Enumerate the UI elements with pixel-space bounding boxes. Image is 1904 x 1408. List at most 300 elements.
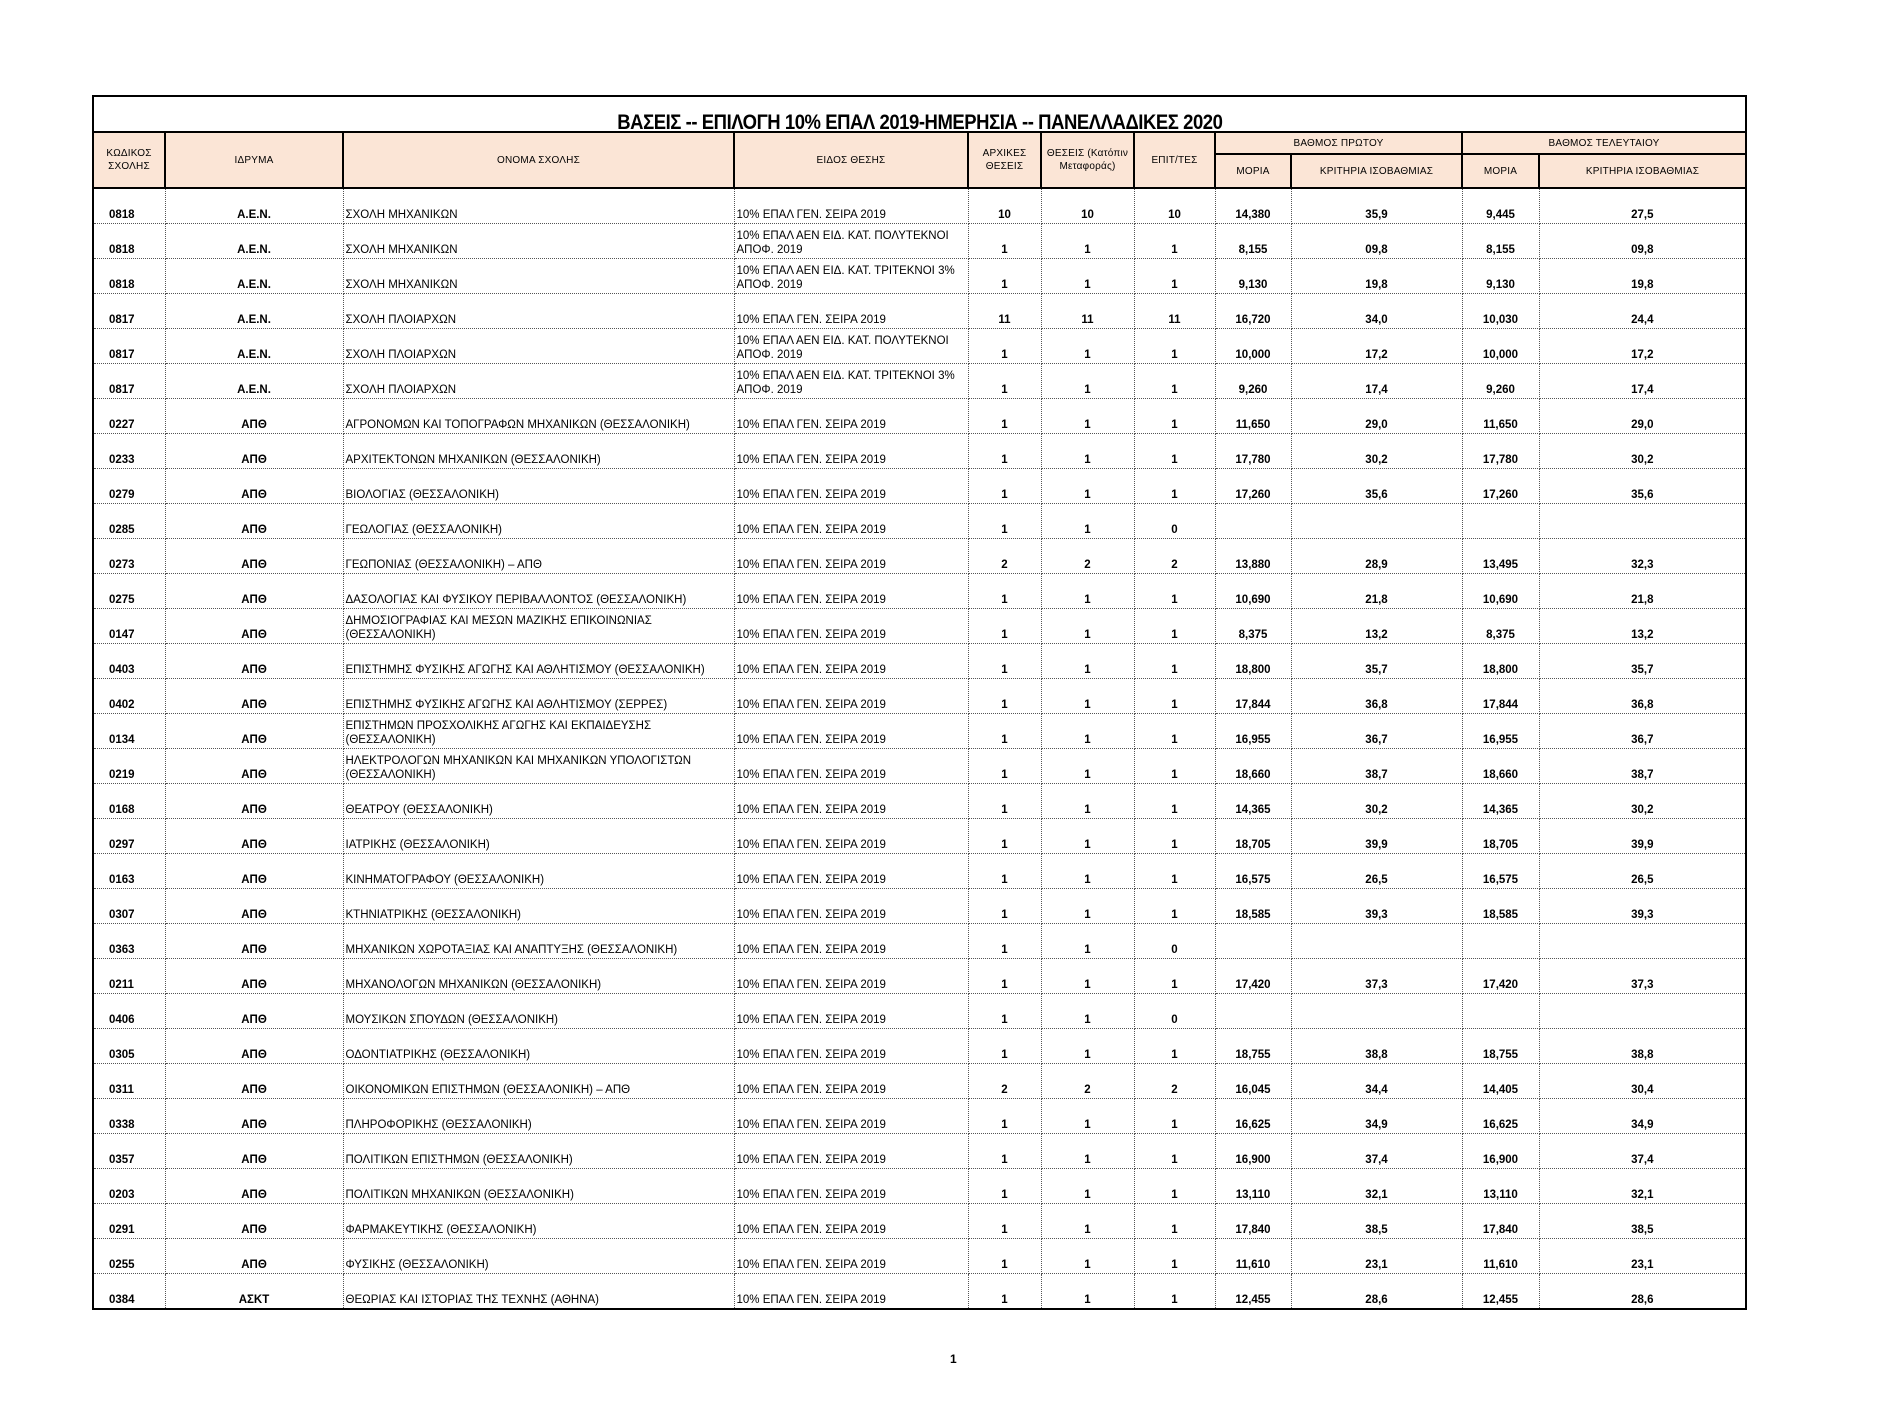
table-row [93, 679, 1746, 714]
table-title [93, 96, 1746, 132]
initial-seats: 1 [968, 924, 1041, 959]
school-name: ΜΟΥΣΙΚΩΝ ΣΠΟΥΔΩΝ (ΘΕΣΣΑΛΟΝΙΚΗ) [343, 994, 734, 1029]
institution: ΑΠΘ [165, 1134, 343, 1169]
seat-type: 10% ΕΠΑΛ ΑΕΝ ΕΙΔ. ΚΑΤ. ΤΡΙΤΕΚΝΟΙ 3% ΑΠΟΦ. 2019 [734, 364, 968, 399]
school-code: 0363 [93, 924, 165, 959]
header-admitted: ΕΠΙΤ/ΤΕΣ [1134, 132, 1215, 188]
initial-seats: 1 [968, 959, 1041, 994]
first-points: 16,575 [1215, 854, 1291, 889]
last-points: 13,110 [1462, 1169, 1539, 1204]
initial-seats: 1 [968, 679, 1041, 714]
admitted-count: 11 [1134, 294, 1215, 329]
school-name: ΠΟΛΙΤΙΚΩΝ ΜΗΧΑΝΙΚΩΝ (ΘΕΣΣΑΛΟΝΙΚΗ) [343, 1169, 734, 1204]
admitted-count: 1 [1134, 1134, 1215, 1169]
school-name: ΕΠΙΣΤΗΜΗΣ ΦΥΣΙΚΗΣ ΑΓΩΓΗΣ ΚΑΙ ΑΘΛΗΤΙΣΜΟΥ (ΘΕΣΣΑΛΟΝΙΚΗ) [343, 644, 734, 679]
table-row [93, 329, 1746, 364]
initial-seats: 1 [968, 329, 1041, 364]
table-row [93, 1169, 1746, 1204]
institution: ΑΠΘ [165, 959, 343, 994]
initial-seats: 1 [968, 609, 1041, 644]
school-name: ΣΧΟΛΗ ΜΗΧΑΝΙΚΩΝ [343, 259, 734, 294]
seats-after-transfer: 1 [1041, 1274, 1134, 1310]
last-tie-criteria: 36,7 [1539, 714, 1746, 749]
first-points: 13,880 [1215, 539, 1291, 574]
seats-after-transfer: 1 [1041, 1169, 1134, 1204]
first-tie-criteria: 38,5 [1291, 1204, 1462, 1239]
school-code: 0211 [93, 959, 165, 994]
initial-seats: 1 [968, 1169, 1041, 1204]
initial-seats: 1 [968, 994, 1041, 1029]
last-points: 14,365 [1462, 784, 1539, 819]
first-tie-criteria: 35,9 [1291, 188, 1462, 224]
seats-after-transfer: 1 [1041, 1204, 1134, 1239]
header-seats-after-transfer: ΘΕΣΕΙΣ (Κατόπιν Μεταφοράς) [1041, 132, 1134, 188]
last-points: 16,575 [1462, 854, 1539, 889]
last-tie-criteria: 38,7 [1539, 749, 1746, 784]
first-points [1215, 924, 1291, 959]
first-points: 18,660 [1215, 749, 1291, 784]
institution: ΑΠΘ [165, 679, 343, 714]
institution: ΑΠΘ [165, 434, 343, 469]
admitted-count: 1 [1134, 434, 1215, 469]
initial-seats: 1 [968, 854, 1041, 889]
first-tie-criteria: 28,9 [1291, 539, 1462, 574]
last-tie-criteria: 24,4 [1539, 294, 1746, 329]
admitted-count: 1 [1134, 959, 1215, 994]
last-points: 10,000 [1462, 329, 1539, 364]
seats-after-transfer: 1 [1041, 224, 1134, 259]
school-code: 0219 [93, 749, 165, 784]
first-tie-criteria: 13,2 [1291, 609, 1462, 644]
seats-after-transfer: 1 [1041, 679, 1134, 714]
school-code: 0357 [93, 1134, 165, 1169]
seat-type: 10% ΕΠΑΛ ΓΕΝ. ΣΕΙΡΑ 2019 [734, 1274, 968, 1310]
school-name: ΓΕΩΛΟΓΙΑΣ (ΘΕΣΣΑΛΟΝΙΚΗ) [343, 504, 734, 539]
institution: ΑΠΘ [165, 1239, 343, 1274]
seat-type: 10% ΕΠΑΛ ΓΕΝ. ΣΕΙΡΑ 2019 [734, 1169, 968, 1204]
school-code: 0817 [93, 329, 165, 364]
table-row [93, 1099, 1746, 1134]
table-row [93, 994, 1746, 1029]
institution: ΑΠΘ [165, 819, 343, 854]
seats-after-transfer: 1 [1041, 469, 1134, 504]
seats-after-transfer: 2 [1041, 1064, 1134, 1099]
admitted-count: 10 [1134, 188, 1215, 224]
table-row [93, 889, 1746, 924]
first-tie-criteria [1291, 924, 1462, 959]
initial-seats: 11 [968, 294, 1041, 329]
institution: ΑΠΘ [165, 504, 343, 539]
initial-seats: 1 [968, 784, 1041, 819]
admitted-count: 2 [1134, 1064, 1215, 1099]
last-tie-criteria: 17,2 [1539, 329, 1746, 364]
initial-seats: 1 [968, 889, 1041, 924]
initial-seats: 1 [968, 364, 1041, 399]
admitted-count: 1 [1134, 1169, 1215, 1204]
school-code: 0291 [93, 1204, 165, 1239]
school-name: ΟΙΚΟΝΟΜΙΚΩΝ ΕΠΙΣΤΗΜΩΝ (ΘΕΣΣΑΛΟΝΙΚΗ) – ΑΠΘ [343, 1064, 734, 1099]
last-points: 9,130 [1462, 259, 1539, 294]
school-code: 0203 [93, 1169, 165, 1204]
admitted-count: 1 [1134, 854, 1215, 889]
last-points: 10,690 [1462, 574, 1539, 609]
last-points: 12,455 [1462, 1274, 1539, 1310]
seat-type: 10% ΕΠΑΛ ΓΕΝ. ΣΕΙΡΑ 2019 [734, 749, 968, 784]
school-code: 0279 [93, 469, 165, 504]
school-name: ΒΙΟΛΟΓΙΑΣ (ΘΕΣΣΑΛΟΝΙΚΗ) [343, 469, 734, 504]
last-points: 18,585 [1462, 889, 1539, 924]
last-tie-criteria: 38,5 [1539, 1204, 1746, 1239]
table-row [93, 434, 1746, 469]
last-points: 8,375 [1462, 609, 1539, 644]
seat-type: 10% ΕΠΑΛ ΓΕΝ. ΣΕΙΡΑ 2019 [734, 679, 968, 714]
seats-after-transfer: 1 [1041, 364, 1134, 399]
school-code: 0305 [93, 1029, 165, 1064]
school-code: 0297 [93, 819, 165, 854]
school-code: 0817 [93, 364, 165, 399]
first-points: 17,420 [1215, 959, 1291, 994]
first-tie-criteria: 38,7 [1291, 749, 1462, 784]
institution: ΑΠΘ [165, 1029, 343, 1064]
initial-seats: 1 [968, 1099, 1041, 1134]
initial-seats: 1 [968, 259, 1041, 294]
first-tie-criteria: 39,9 [1291, 819, 1462, 854]
seats-after-transfer: 1 [1041, 644, 1134, 679]
first-tie-criteria: 28,6 [1291, 1274, 1462, 1310]
last-points: 17,260 [1462, 469, 1539, 504]
school-code: 0818 [93, 188, 165, 224]
admitted-count: 1 [1134, 784, 1215, 819]
last-points: 16,625 [1462, 1099, 1539, 1134]
last-tie-criteria: 26,5 [1539, 854, 1746, 889]
last-tie-criteria: 27,5 [1539, 188, 1746, 224]
school-code: 0818 [93, 224, 165, 259]
last-points: 16,900 [1462, 1134, 1539, 1169]
school-name: ΜΗΧΑΝΙΚΩΝ ΧΩΡΟΤΑΞΙΑΣ ΚΑΙ ΑΝΑΠΤΥΞΗΣ (ΘΕΣΣΑΛΟΝΙΚΗ) [343, 924, 734, 959]
last-tie-criteria: 19,8 [1539, 259, 1746, 294]
table-row [93, 784, 1746, 819]
seat-type: 10% ΕΠΑΛ ΓΕΝ. ΣΕΙΡΑ 2019 [734, 889, 968, 924]
last-tie-criteria [1539, 994, 1746, 1029]
school-code: 0403 [93, 644, 165, 679]
initial-seats: 1 [968, 399, 1041, 434]
school-code: 0147 [93, 609, 165, 644]
first-points: 18,585 [1215, 889, 1291, 924]
institution: ΑΠΘ [165, 924, 343, 959]
last-points: 18,660 [1462, 749, 1539, 784]
first-points: 18,755 [1215, 1029, 1291, 1064]
first-points: 18,705 [1215, 819, 1291, 854]
last-tie-criteria: 38,8 [1539, 1029, 1746, 1064]
seat-type: 10% ΕΠΑΛ ΑΕΝ ΕΙΔ. ΚΑΤ. ΤΡΙΤΕΚΝΟΙ 3% ΑΠΟΦ. 2019 [734, 259, 968, 294]
last-tie-criteria: 35,6 [1539, 469, 1746, 504]
school-code: 0384 [93, 1274, 165, 1310]
header-first-points: ΜΟΡΙΑ [1215, 154, 1291, 188]
first-points: 13,110 [1215, 1169, 1291, 1204]
initial-seats: 1 [968, 1029, 1041, 1064]
last-points [1462, 504, 1539, 539]
admitted-count: 1 [1134, 469, 1215, 504]
admitted-count: 1 [1134, 1099, 1215, 1134]
admitted-count: 2 [1134, 539, 1215, 574]
last-points: 8,155 [1462, 224, 1539, 259]
school-code: 0406 [93, 994, 165, 1029]
last-tie-criteria: 09,8 [1539, 224, 1746, 259]
header-initial-seats: ΑΡΧΙΚΕΣ ΘΕΣΕΙΣ [968, 132, 1041, 188]
first-tie-criteria: 39,3 [1291, 889, 1462, 924]
initial-seats: 1 [968, 1239, 1041, 1274]
seats-after-transfer: 1 [1041, 1029, 1134, 1064]
header-seat-type: ΕΙΔΟΣ ΘΕΣΗΣ [734, 132, 968, 188]
admitted-count: 0 [1134, 924, 1215, 959]
last-tie-criteria: 35,7 [1539, 644, 1746, 679]
seats-after-transfer: 1 [1041, 609, 1134, 644]
table-row [93, 539, 1746, 574]
institution: ΑΠΘ [165, 1099, 343, 1134]
admitted-count: 1 [1134, 1239, 1215, 1274]
table-row [93, 749, 1746, 784]
seats-after-transfer: 1 [1041, 749, 1134, 784]
last-tie-criteria: 23,1 [1539, 1239, 1746, 1274]
admitted-count: 1 [1134, 1204, 1215, 1239]
results-table [92, 95, 1747, 1310]
institution: Α.Ε.Ν. [165, 188, 343, 224]
table-row [93, 1029, 1746, 1064]
last-points: 17,844 [1462, 679, 1539, 714]
institution: ΑΠΘ [165, 539, 343, 574]
seat-type: 10% ΕΠΑΛ ΓΕΝ. ΣΕΙΡΑ 2019 [734, 959, 968, 994]
table-row [93, 259, 1746, 294]
seat-type: 10% ΕΠΑΛ ΓΕΝ. ΣΕΙΡΑ 2019 [734, 1204, 968, 1239]
institution: ΑΠΘ [165, 574, 343, 609]
table-row [93, 574, 1746, 609]
institution: ΑΠΘ [165, 609, 343, 644]
school-name: ΦΑΡΜΑΚΕΥΤΙΚΗΣ (ΘΕΣΣΑΛΟΝΙΚΗ) [343, 1204, 734, 1239]
table-row [93, 1134, 1746, 1169]
initial-seats: 1 [968, 1134, 1041, 1169]
seats-after-transfer: 11 [1041, 294, 1134, 329]
admitted-count: 0 [1134, 994, 1215, 1029]
seat-type: 10% ΕΠΑΛ ΓΕΝ. ΣΕΙΡΑ 2019 [734, 609, 968, 644]
institution: ΑΠΘ [165, 749, 343, 784]
admitted-count: 1 [1134, 259, 1215, 294]
school-name: ΣΧΟΛΗ ΠΛΟΙΑΡΧΩΝ [343, 329, 734, 364]
first-points: 16,955 [1215, 714, 1291, 749]
institution: ΑΠΘ [165, 854, 343, 889]
seat-type: 10% ΕΠΑΛ ΓΕΝ. ΣΕΙΡΑ 2019 [734, 188, 968, 224]
page-number: 1 [950, 1352, 957, 1366]
school-code: 0163 [93, 854, 165, 889]
seats-after-transfer: 1 [1041, 889, 1134, 924]
seats-after-transfer: 1 [1041, 959, 1134, 994]
table-row [93, 924, 1746, 959]
last-points: 17,780 [1462, 434, 1539, 469]
last-tie-criteria: 30,2 [1539, 434, 1746, 469]
table-row [93, 1239, 1746, 1274]
admitted-count: 1 [1134, 644, 1215, 679]
first-points: 14,380 [1215, 188, 1291, 224]
seats-after-transfer: 1 [1041, 504, 1134, 539]
school-code: 0168 [93, 784, 165, 819]
seats-after-transfer: 1 [1041, 1134, 1134, 1169]
school-name: ΗΛΕΚΤΡΟΛΟΓΩΝ ΜΗΧΑΝΙΚΩΝ ΚΑΙ ΜΗΧΑΝΙΚΩΝ ΥΠΟΛΟΓΙΣΤΩΝ (ΘΕΣΣΑΛΟΝΙΚΗ) [343, 749, 734, 784]
table-row [93, 609, 1746, 644]
first-points: 10,690 [1215, 574, 1291, 609]
header-school-name: ΟΝΟΜΑ ΣΧΟΛΗΣ [343, 132, 734, 188]
admitted-count: 0 [1134, 504, 1215, 539]
admitted-count: 1 [1134, 749, 1215, 784]
table-row [93, 819, 1746, 854]
last-tie-criteria: 28,6 [1539, 1274, 1746, 1310]
first-points: 17,260 [1215, 469, 1291, 504]
last-tie-criteria: 17,4 [1539, 364, 1746, 399]
seat-type: 10% ΕΠΑΛ ΓΕΝ. ΣΕΙΡΑ 2019 [734, 1099, 968, 1134]
seat-type: 10% ΕΠΑΛ ΓΕΝ. ΣΕΙΡΑ 2019 [734, 1064, 968, 1099]
first-tie-criteria: 21,8 [1291, 574, 1462, 609]
table-row [93, 364, 1746, 399]
seats-after-transfer: 2 [1041, 539, 1134, 574]
seat-type: 10% ΕΠΑΛ ΑΕΝ ΕΙΔ. ΚΑΤ. ΠΟΛΥΤΕΚΝΟΙ ΑΠΟΦ. 2019 [734, 329, 968, 364]
last-tie-criteria: 32,3 [1539, 539, 1746, 574]
last-points: 18,705 [1462, 819, 1539, 854]
first-points: 16,045 [1215, 1064, 1291, 1099]
school-name: ΘΕΑΤΡΟΥ (ΘΕΣΣΑΛΟΝΙΚΗ) [343, 784, 734, 819]
initial-seats: 1 [968, 819, 1041, 854]
institution: ΑΠΘ [165, 889, 343, 924]
seats-after-transfer: 1 [1041, 1239, 1134, 1274]
institution: ΑΠΘ [165, 1064, 343, 1099]
seat-type: 10% ΕΠΑΛ ΓΕΝ. ΣΕΙΡΑ 2019 [734, 1134, 968, 1169]
seats-after-transfer: 1 [1041, 259, 1134, 294]
school-name: ΠΟΛΙΤΙΚΩΝ ΕΠΙΣΤΗΜΩΝ (ΘΕΣΣΑΛΟΝΙΚΗ) [343, 1134, 734, 1169]
institution: ΑΠΘ [165, 714, 343, 749]
first-tie-criteria: 29,0 [1291, 399, 1462, 434]
institution: Α.Ε.Ν. [165, 259, 343, 294]
first-points: 17,780 [1215, 434, 1291, 469]
first-points: 11,650 [1215, 399, 1291, 434]
seats-after-transfer: 1 [1041, 434, 1134, 469]
first-tie-criteria: 26,5 [1291, 854, 1462, 889]
last-points: 10,030 [1462, 294, 1539, 329]
seat-type: 10% ΕΠΑΛ ΓΕΝ. ΣΕΙΡΑ 2019 [734, 469, 968, 504]
school-name: ΑΓΡΟΝΟΜΩΝ ΚΑΙ ΤΟΠΟΓΡΑΦΩΝ ΜΗΧΑΝΙΚΩΝ (ΘΕΣΣΑΛΟΝΙΚΗ) [343, 399, 734, 434]
first-points: 8,155 [1215, 224, 1291, 259]
first-tie-criteria: 38,8 [1291, 1029, 1462, 1064]
last-points: 14,405 [1462, 1064, 1539, 1099]
seat-type: 10% ΕΠΑΛ ΓΕΝ. ΣΕΙΡΑ 2019 [734, 784, 968, 819]
first-tie-criteria: 30,2 [1291, 784, 1462, 819]
table-row [93, 714, 1746, 749]
seat-type: 10% ΕΠΑΛ ΓΕΝ. ΣΕΙΡΑ 2019 [734, 504, 968, 539]
first-tie-criteria: 09,8 [1291, 224, 1462, 259]
seats-after-transfer: 1 [1041, 994, 1134, 1029]
school-name: ΣΧΟΛΗ ΜΗΧΑΝΙΚΩΝ [343, 224, 734, 259]
last-tie-criteria: 39,3 [1539, 889, 1746, 924]
school-code: 0307 [93, 889, 165, 924]
last-tie-criteria: 13,2 [1539, 609, 1746, 644]
school-name: ΚΤΗΝΙΑΤΡΙΚΗΣ (ΘΕΣΣΑΛΟΝΙΚΗ) [343, 889, 734, 924]
school-name: ΙΑΤΡΙΚΗΣ (ΘΕΣΣΑΛΟΝΙΚΗ) [343, 819, 734, 854]
admitted-count: 1 [1134, 224, 1215, 259]
seat-type: 10% ΕΠΑΛ ΓΕΝ. ΣΕΙΡΑ 2019 [734, 434, 968, 469]
first-points [1215, 504, 1291, 539]
initial-seats: 1 [968, 1204, 1041, 1239]
school-name: ΣΧΟΛΗ ΠΛΟΙΑΡΧΩΝ [343, 294, 734, 329]
first-points: 9,260 [1215, 364, 1291, 399]
school-code: 0818 [93, 259, 165, 294]
first-points: 18,800 [1215, 644, 1291, 679]
school-name: ΔΗΜΟΣΙΟΓΡΑΦΙΑΣ ΚΑΙ ΜΕΣΩΝ ΜΑΖΙΚΗΣ ΕΠΙΚΟΙΝΩΝΙΑΣ (ΘΕΣΣΑΛΟΝΙΚΗ) [343, 609, 734, 644]
last-points: 18,755 [1462, 1029, 1539, 1064]
last-tie-criteria: 36,8 [1539, 679, 1746, 714]
last-points: 11,650 [1462, 399, 1539, 434]
table-row [93, 399, 1746, 434]
school-code: 0817 [93, 294, 165, 329]
header-last-grade: ΒΑΘΜΟΣ ΤΕΛΕΥΤΑΙΟΥ [1462, 132, 1746, 154]
institution: ΑΠΘ [165, 1169, 343, 1204]
school-code: 0338 [93, 1099, 165, 1134]
first-tie-criteria: 35,6 [1291, 469, 1462, 504]
first-points: 9,130 [1215, 259, 1291, 294]
last-points: 9,445 [1462, 188, 1539, 224]
admitted-count: 1 [1134, 1029, 1215, 1064]
table-row [93, 294, 1746, 329]
school-name: ΕΠΙΣΤΗΜΗΣ ΦΥΣΙΚΗΣ ΑΓΩΓΗΣ ΚΑΙ ΑΘΛΗΤΙΣΜΟΥ (ΣΕΡΡΕΣ) [343, 679, 734, 714]
seat-type: 10% ΕΠΑΛ ΓΕΝ. ΣΕΙΡΑ 2019 [734, 819, 968, 854]
first-tie-criteria: 30,2 [1291, 434, 1462, 469]
admitted-count: 1 [1134, 574, 1215, 609]
school-code: 0285 [93, 504, 165, 539]
header-first-tie-criteria: ΚΡΙΤΗΡΙΑ ΙΣΟΒΑΘΜΙΑΣ [1291, 154, 1462, 188]
first-tie-criteria: 34,0 [1291, 294, 1462, 329]
admitted-count: 1 [1134, 609, 1215, 644]
seats-after-transfer: 1 [1041, 1099, 1134, 1134]
last-tie-criteria: 32,1 [1539, 1169, 1746, 1204]
initial-seats: 2 [968, 1064, 1041, 1099]
first-points: 16,720 [1215, 294, 1291, 329]
last-points: 17,420 [1462, 959, 1539, 994]
table-row [93, 959, 1746, 994]
last-points [1462, 994, 1539, 1029]
first-tie-criteria: 32,1 [1291, 1169, 1462, 1204]
seats-after-transfer: 1 [1041, 784, 1134, 819]
table-row [93, 1274, 1746, 1310]
admitted-count: 1 [1134, 364, 1215, 399]
seat-type: 10% ΕΠΑΛ ΓΕΝ. ΣΕΙΡΑ 2019 [734, 539, 968, 574]
school-code: 0134 [93, 714, 165, 749]
school-name: ΣΧΟΛΗ ΠΛΟΙΑΡΧΩΝ [343, 364, 734, 399]
seats-after-transfer: 1 [1041, 819, 1134, 854]
initial-seats: 1 [968, 434, 1041, 469]
first-tie-criteria: 23,1 [1291, 1239, 1462, 1274]
last-tie-criteria: 37,4 [1539, 1134, 1746, 1169]
first-tie-criteria: 36,8 [1291, 679, 1462, 714]
first-tie-criteria: 37,3 [1291, 959, 1462, 994]
admitted-count: 1 [1134, 819, 1215, 854]
last-tie-criteria: 21,8 [1539, 574, 1746, 609]
school-name: ΟΔΟΝΤΙΑΤΡΙΚΗΣ (ΘΕΣΣΑΛΟΝΙΚΗ) [343, 1029, 734, 1064]
first-tie-criteria: 19,8 [1291, 259, 1462, 294]
table-row [93, 188, 1746, 224]
school-code: 0402 [93, 679, 165, 714]
last-points: 17,840 [1462, 1204, 1539, 1239]
school-name: ΠΛΗΡΟΦΟΡΙΚΗΣ (ΘΕΣΣΑΛΟΝΙΚΗ) [343, 1099, 734, 1134]
last-tie-criteria [1539, 504, 1746, 539]
school-name: ΜΗΧΑΝΟΛΟΓΩΝ ΜΗΧΑΝΙΚΩΝ (ΘΕΣΣΑΛΟΝΙΚΗ) [343, 959, 734, 994]
school-name: ΘΕΩΡΙΑΣ ΚΑΙ ΙΣΤΟΡΙΑΣ ΤΗΣ ΤΕΧΝΗΣ (ΑΘΗΝΑ) [343, 1274, 734, 1310]
table-row [93, 1064, 1746, 1099]
header-code: ΚΩΔΙΚΟΣ ΣΧΟΛΗΣ [93, 132, 165, 188]
